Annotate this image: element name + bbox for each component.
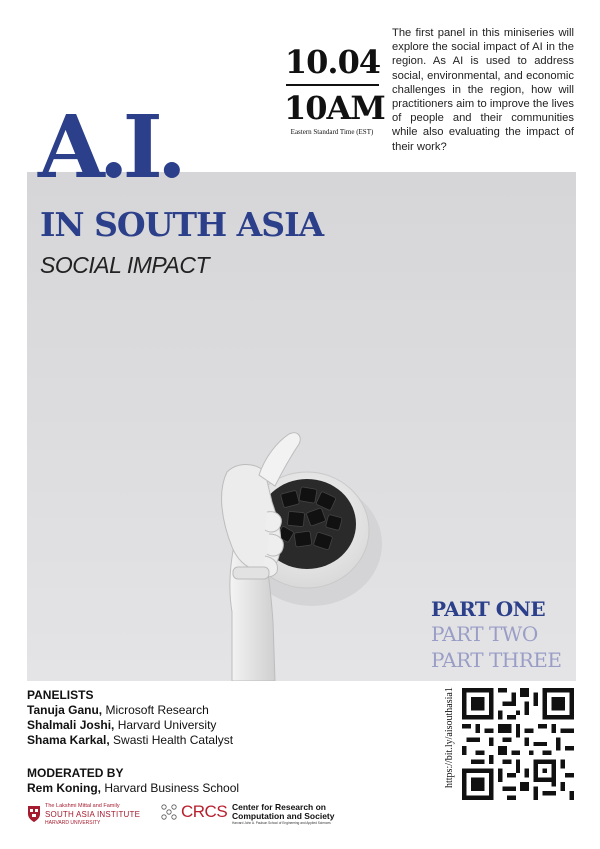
- moderator-name: Rem Koning,: [27, 781, 101, 795]
- sai-logo-line3: HARVARD UNIVERSITY: [45, 820, 101, 826]
- crcs-line3: Harvard John A. Paulson School of Engineering and Applied Sciences: [232, 821, 331, 825]
- date-divider: [286, 84, 379, 86]
- crcs-line2: Computation and Society: [232, 811, 335, 821]
- tagline: SOCIAL IMPACT: [40, 252, 210, 278]
- series-part-three: PART THREE: [431, 648, 562, 672]
- sai-logo-line1: The Lakshmi Mittal and Family: [45, 803, 120, 809]
- moderator-item: [27, 781, 239, 795]
- event-timezone: Eastern Standard Time (EST): [290, 128, 374, 136]
- panelist-affiliation: Swasti Health Catalyst: [109, 733, 234, 747]
- qr-code[interactable]: [462, 688, 574, 800]
- shield-icon: [27, 805, 41, 823]
- event-date: 10.04: [284, 43, 381, 81]
- moderator-affiliation: Harvard Business School: [101, 781, 240, 795]
- event-description: The first panel in this miniseries will explore the social impact of AI in the region. As AI is used to address social, environmental, and economic challenges in the region, how will practitioners aim to improve the lives of people and their communities while also evaluating the impact of their work?: [392, 27, 574, 153]
- sai-logo-line2: SOUTH ASIA INSTITUTE: [45, 810, 141, 819]
- panelist-name: Shalmali Joshi,: [27, 718, 115, 732]
- panelist-affiliation: Harvard University: [114, 718, 217, 732]
- crcs-abbr: CRCS: [181, 802, 228, 821]
- panelists-heading: PANELISTS: [27, 688, 94, 702]
- main-title: A.I.: [38, 97, 181, 198]
- crcs-logo[interactable]: [160, 800, 350, 830]
- south-asia-institute-logo[interactable]: [27, 802, 147, 830]
- crcs-line1: Center for Research on: [232, 802, 326, 812]
- panelist-name: Tanuja Ganu,: [27, 703, 103, 717]
- series-part-two: PART TWO: [431, 622, 538, 646]
- subtitle: IN SOUTH ASIA: [40, 205, 324, 244]
- qr-url[interactable]: https://bit.ly/aisouthasia1: [444, 687, 455, 788]
- moderator-heading: MODERATED BY: [27, 766, 124, 780]
- series-part-one: PART ONE: [431, 597, 546, 621]
- panelist-item: [27, 718, 216, 732]
- panelist-affiliation: Microsoft Research: [102, 703, 209, 717]
- network-grid-icon: [160, 803, 178, 821]
- panelist-item: [27, 733, 233, 747]
- panelist-item: [27, 703, 209, 717]
- panelist-name: Shama Karkal,: [27, 733, 110, 747]
- event-time: 10AM: [284, 89, 385, 127]
